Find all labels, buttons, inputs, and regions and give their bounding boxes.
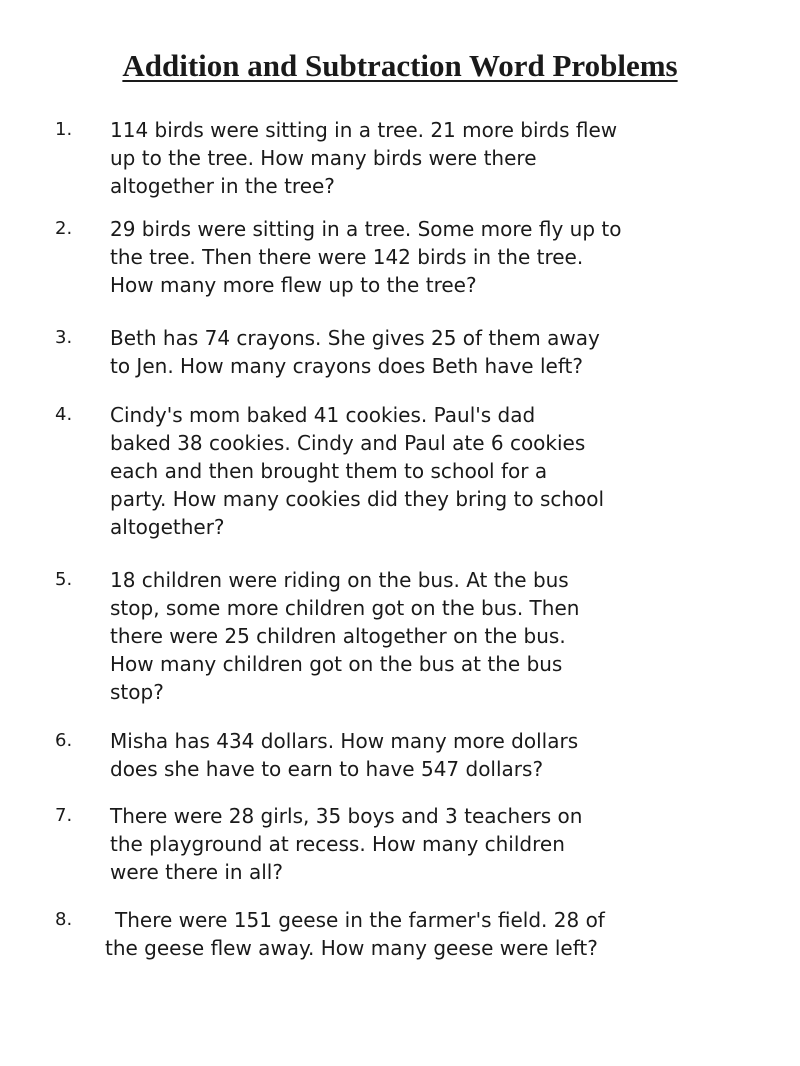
problem-line: 18 children were riding on the bus. At the bus — [110, 568, 569, 592]
page-title — [0, 48, 800, 84]
problem-text — [110, 215, 621, 299]
problem-line: stop, some more children got on the bus. Then — [110, 596, 580, 620]
problem-number: 2. — [55, 218, 73, 239]
problem-number: 8. — [55, 909, 73, 930]
problem-line: party. How many cookies did they bring to school — [110, 487, 605, 511]
problem-text — [110, 116, 617, 200]
problem-number: 6. — [55, 730, 73, 751]
problem-line: up to the tree. How many birds were there — [110, 146, 537, 170]
problem-line: How many children got on the bus at the bus — [110, 652, 563, 676]
problem-line: baked 38 cookies. Cindy and Paul ate 6 cookies — [110, 431, 586, 455]
problem-text — [110, 566, 579, 706]
problem-text — [110, 401, 604, 541]
problem-line: were there in all? — [110, 860, 283, 884]
problem-line: to Jen. How many crayons does Beth have left? — [110, 354, 583, 378]
problem-line: the tree. Then there were 142 birds in the tree. — [110, 245, 584, 269]
problem-line: Cindy's mom baked 41 cookies. Paul's dad — [110, 403, 536, 427]
problem-line: does she have to earn to have 547 dollars? — [110, 757, 544, 781]
problem-line: there were 25 children altogether on the bus. — [110, 624, 566, 648]
problem-number: 7. — [55, 805, 73, 826]
problem-line: 114 birds were sitting in a tree. 21 more birds flew — [110, 118, 618, 142]
problem-line: Beth has 74 crayons. She gives 25 of them away — [110, 326, 600, 350]
problem-line: 29 birds were sitting in a tree. Some more fly up to — [110, 217, 622, 241]
problem-text — [110, 324, 600, 380]
problem-line: stop? — [110, 680, 164, 704]
problem-line: the geese flew away. How many geese were left? — [105, 936, 598, 960]
problem-line: each and then brought them to school for a — [110, 459, 548, 483]
problem-line: There were 28 girls, 35 boys and 3 teachers on — [110, 804, 583, 828]
problem-number: 3. — [55, 327, 73, 348]
problem-number: 5. — [55, 569, 73, 590]
problem-line: altogether in the tree? — [110, 174, 335, 198]
problem-line: Misha has 434 dollars. How many more dollars — [110, 729, 579, 753]
problem-number: 1. — [55, 119, 73, 140]
problem-text — [110, 727, 578, 783]
problem-text — [110, 802, 582, 886]
problem-number: 4. — [55, 404, 73, 425]
title-text: Addition and Subtraction Word Problems — [122, 48, 678, 83]
problem-text — [105, 906, 605, 962]
problem-line: altogether? — [110, 515, 225, 539]
problem-line: the playground at recess. How many children — [110, 832, 565, 856]
problem-line: How many more flew up to the tree? — [110, 273, 477, 297]
problem-line: There were 151 geese in the farmer's field. 28 of — [115, 908, 605, 932]
